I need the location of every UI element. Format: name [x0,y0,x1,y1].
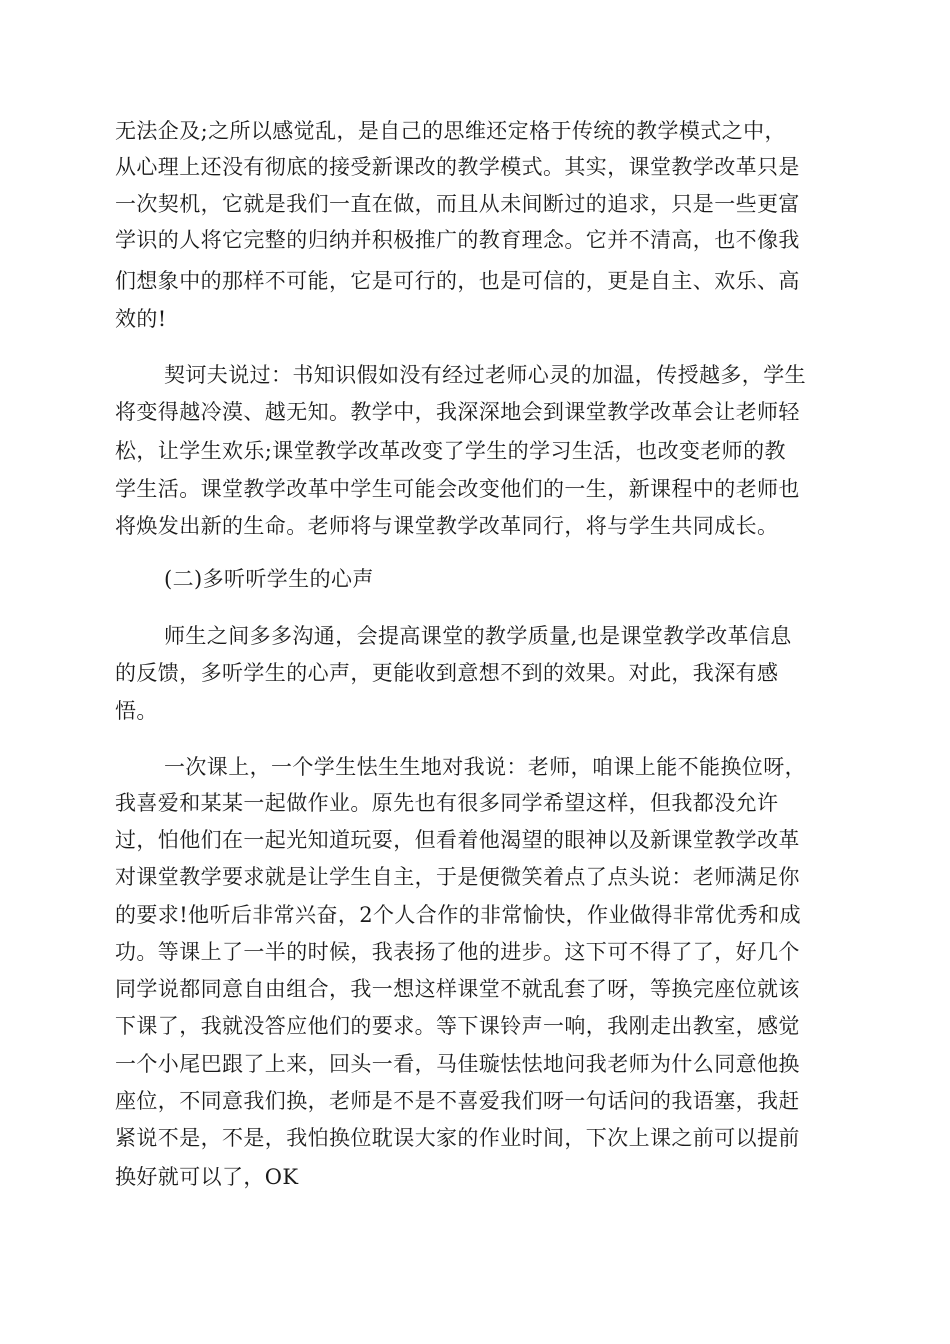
paragraph-line: 功。等课上了一半的时候，我表扬了他的进步。这下可不得了了，好几个 [115,940,800,964]
paragraph-line: 们想象中的那样不可能，它是可行的，也是可信的，更是自主、欢乐、高 [115,269,800,293]
paragraph-line: 同学说都同意自由组合，我一想这样课堂不就乱套了呀，等换完座位就该 [115,977,800,1001]
paragraph-line: 过，怕他们在一起光知道玩耍，但看着他渴望的眼神以及新课堂教学改革 [115,828,800,852]
paragraph-line: 我喜爱和某某一起做作业。原先也有很多同学希望这样，但我都没允许 [115,791,779,815]
paragraph-line: 无法企及;之所以感觉乱，是自己的思维还定格于传统的教学模式之中， [115,119,786,143]
paragraph-line: 将焕发出新的生命。老师将与课堂教学改革同行，将与学生共同成长。 [115,514,779,538]
paragraph-line: 对课堂教学要求就是让学生自主，于是便微笑着点了点头说：老师满足你 [115,865,800,889]
paragraph-line: 效的! [115,307,167,331]
paragraph-line: 紧说不是，不是，我怕换位耽误大家的作业时间，下次上课之前可以提前 [115,1126,800,1150]
paragraph-line: 的要求!他听后非常兴奋，2个人合作的非常愉快，作业做得非常优秀和成 [115,903,801,927]
paragraph-line: 一次课上，一个学生怯生生地对我说：老师，咱课上能不能换位呀， [164,755,806,779]
paragraph-line: 的反馈，多听学生的心声，更能收到意想不到的效果。对此，我深有感 [115,661,779,685]
section-heading: (二)多听听学生的心声 [164,567,374,591]
paragraph-line: 学生活。课堂教学改革中学生可能会改变他们的一生，新课程中的老师也 [115,477,800,501]
paragraph-line: 契诃夫说过：书知识假如没有经过老师心灵的加温，传授越多，学生 [164,363,806,387]
paragraph-line: 将变得越冷漠、越无知。教学中，我深深地会到课堂教学改革会让老师轻 [115,400,800,424]
paragraph-line: 下课了，我就没答应他们的要求。等下课铃声一响，我刚走出教室，感觉 [115,1014,800,1038]
paragraph-line: 从心理上还没有彻底的接受新课改的教学模式。其实，课堂教学改革只是 [115,155,800,179]
paragraph-line: 一次契机，它就是我们一直在做，而且从未间断过的追求，只是一些更富 [115,192,800,216]
paragraph-line: 悟。 [115,699,158,723]
paragraph-line: 一个小尾巴跟了上来，回头一看，马佳璇怯怯地问我老师为什么同意他换 [115,1052,800,1076]
paragraph-line: 师生之间多多沟通，会提高课堂的教学质量,也是课堂教学改革信息 [164,624,792,648]
paragraph-line: 座位，不同意我们换，老师是不是不喜爱我们呀一句话问的我语塞，我赶 [115,1089,800,1113]
paragraph-line: 松，让学生欢乐;课堂教学改革改变了学生的学习生活，也改变老师的教 [115,439,786,463]
paragraph-line: 学识的人将它完整的归纳并积极推广的教育理念。它并不清高，也不像我 [115,228,800,252]
paragraph-line: 换好就可以了，OK [115,1165,299,1189]
